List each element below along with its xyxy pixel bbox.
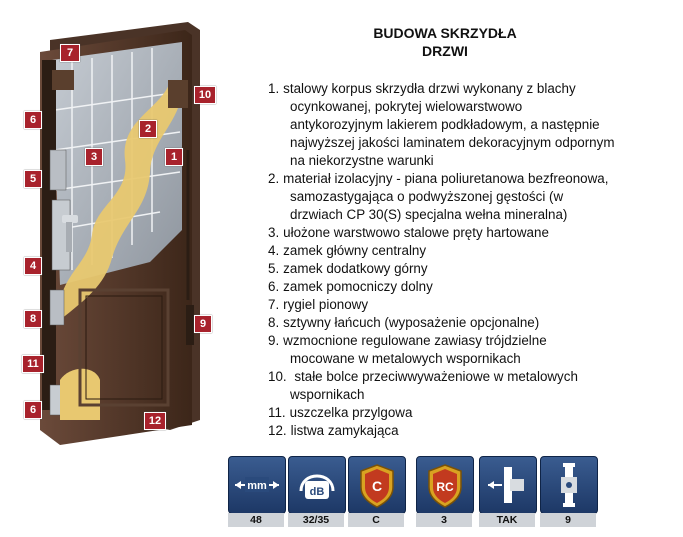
callout-11: 11 [22,355,44,373]
list-item-text: zamek dodatkowy górny [283,261,428,276]
anti-burglary-bolt-icon [479,456,537,514]
svg-text:dB: dB [309,486,325,498]
list-item-continuation: mocowane w metalowych wspornikach [290,351,521,366]
list-item-continuation: drzwiach CP 30(S) specjalna wełna mineralna) [290,207,568,222]
list-item-number: 12. [268,423,287,438]
list-item [268,260,678,278]
diagram-title [330,24,560,60]
icon-label: TAK [479,513,535,527]
callout-8: 8 [24,310,42,328]
list-item [268,170,678,224]
icon-label: 48 [228,513,284,527]
acoustic-db-icon [288,456,346,514]
list-item-number: 4. [268,243,280,258]
list-item [268,422,678,440]
list-item-number: 8. [268,315,280,330]
list-item-number: 5. [268,261,280,276]
list-item-number: 6. [268,279,280,294]
list-item-text: stalowy korpus skrzydła drzwi wykonany z blachy [283,81,576,96]
list-item-text: uszczelka przylgowa [289,405,413,420]
list-item-number: 7. [268,297,280,312]
list-item-text: wzmocnione regulowane zawiasy trójdzielne [283,333,547,348]
list-item-text: sztywny łańcuch (wyposażenie opcjonalne) [283,315,540,330]
callout-6-top: 6 [24,111,42,129]
callout-12: 12 [144,412,166,430]
list-item-text: listwa zamykająca [290,423,399,438]
list-item-number: 11. [268,405,286,420]
hinge-9 [186,305,194,345]
title-line-2: DRZWI [422,43,468,59]
list-item [268,224,678,242]
svg-text:RC: RC [436,480,454,494]
callout-10: 10 [194,86,216,104]
list-item-text: stałe bolce przeciwwyważeniowe w metalowych [290,369,578,384]
callout-9: 9 [194,315,212,333]
svg-text:C: C [371,478,383,494]
callout-3: 3 [85,148,103,166]
list-item-continuation: samozastygająca o podwyższonej gęstości (w [290,189,564,204]
component-list [268,80,678,440]
list-item-continuation: antykorozyjnym lakierem podkładowym, a następnie [290,117,600,132]
list-item-number: 3. [268,225,280,240]
svg-text:mm: mm [247,480,267,492]
list-item [268,80,678,170]
callout-1: 1 [165,148,183,166]
list-item [268,314,678,332]
callout-4: 4 [24,257,42,275]
thickness-mm-icon [228,456,286,514]
list-item-number: 2. [268,171,280,186]
door-cutaway-illustration [0,0,250,445]
list-item-text: zamek główny centralny [283,243,427,258]
list-item-text: materiał izolacyjny - piana poliuretanowa bezfreonowa, [283,171,609,186]
list-item [268,278,678,296]
list-item [268,332,678,368]
callout-7: 7 [60,44,80,62]
callout-5: 5 [24,170,42,188]
icon-label: 9 [540,513,596,527]
list-item [268,368,678,404]
callout-6-bottom: 6 [24,401,42,419]
list-item-text: rygiel pionowy [283,297,369,312]
icon-label: 3 [416,513,472,527]
icon-label: 32/35 [288,513,344,527]
list-item-continuation: najwyższej jakości laminatem dekoracyjnym odpornym [290,135,615,150]
callout-2: 2 [139,120,157,138]
list-item-number: 10. [268,369,287,384]
title-line-1: BUDOWA SKRZYDŁA [373,25,517,41]
list-item-number: 1. [268,81,280,96]
list-item-text: zamek pomocniczy dolny [283,279,433,294]
vertical-bolt-7 [52,70,74,90]
icon-label: C [348,513,404,527]
list-item-continuation: ocynkowanej, pokrytej wielowarstwowo [290,99,523,114]
list-item-text: ułożone warstwowo stalowe pręty hartowane [283,225,549,240]
list-item-continuation: wspornikach [290,387,365,402]
list-item-number: 9. [268,333,280,348]
list-item [268,296,678,314]
list-item [268,404,678,422]
lock-class-c-icon [348,456,406,514]
resistance-class-rc-icon [416,456,474,514]
locking-points-icon [540,456,598,514]
list-item [268,242,678,260]
hinge-bolt-10 [168,80,188,108]
list-item-continuation: na niekorzystne warunki [290,153,434,168]
